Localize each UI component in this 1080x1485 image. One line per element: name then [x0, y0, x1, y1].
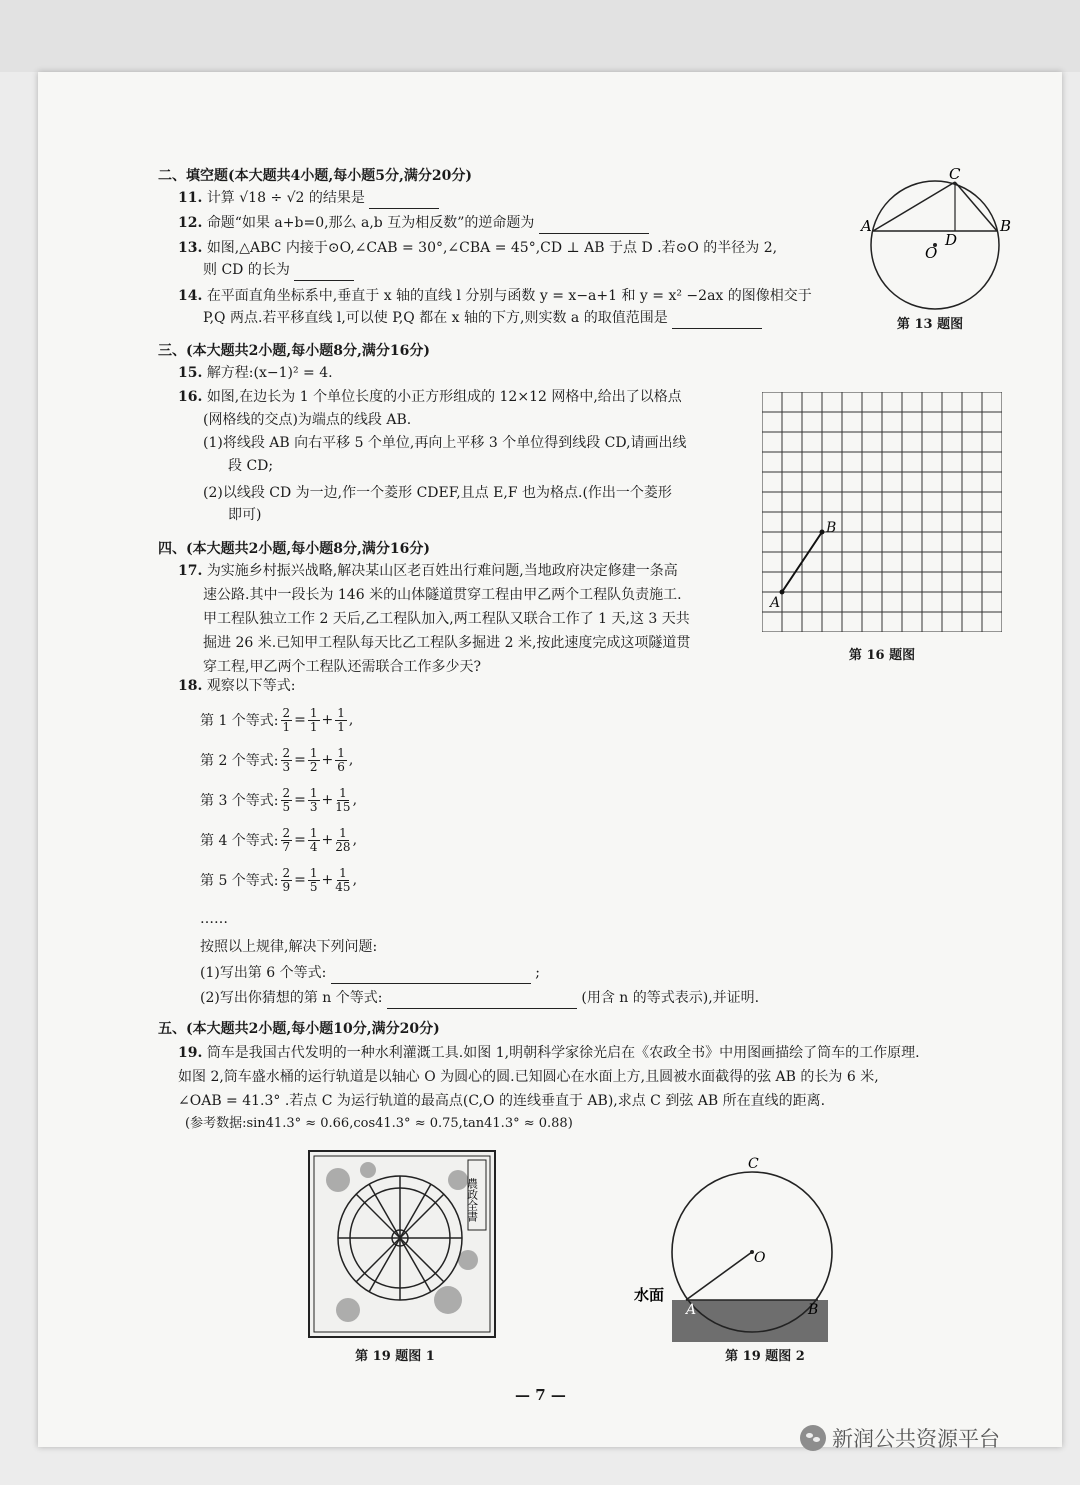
- fraction: [281, 827, 293, 854]
- q16-line-e: (2)以线段 CD 为一边,作一个菱形 CDEF,且点 E,F 也为格点.(作出一个菱形: [203, 485, 672, 501]
- point-b: [820, 530, 825, 535]
- section-5-heading: 五、(本大题共2小题,每小题10分,满分20分): [158, 1021, 440, 1037]
- fraction: [335, 827, 350, 854]
- numerator: 1: [309, 745, 318, 760]
- label-a: A: [861, 217, 872, 235]
- numerator: 2: [282, 705, 291, 720]
- q18-part2-line: [387, 994, 577, 1009]
- denominator: 1: [337, 719, 345, 734]
- q19-line-c: ∠OAB = 41.3° .若点 C 为运行轨道的最高点(C,O 的连线垂直于 AB),求点 C 到弦 AB 所在直线的距离.: [178, 1093, 826, 1109]
- q19-text-a: 筒车是我国古代发明的一种水利灌溉工具.如图 1,明朝科学家徐光启在《农政全书》中用图画描绘了筒车的工作原理.: [206, 1045, 920, 1061]
- plus-sign: +: [321, 752, 334, 768]
- q16-text-a: 如图,在边长为 1 个单位长度的小正方形组成的 12×12 网格中,给出了以格点: [206, 389, 682, 405]
- watermark-text: 新润公共资源平台: [832, 1427, 1000, 1451]
- q17-number: 17.: [178, 563, 203, 579]
- numerator: 1: [339, 865, 347, 880]
- figure-19-2-diagram: [630, 1150, 850, 1345]
- question-14: [178, 285, 858, 307]
- numerator: 1: [339, 785, 347, 800]
- figure-16-grid: [762, 392, 1002, 632]
- label-b: B: [808, 1302, 819, 1318]
- figure-13-diagram: [855, 165, 1025, 315]
- book-title: 農政全書: [465, 1178, 479, 1222]
- fraction: [308, 787, 320, 814]
- q18-part2-end: (用含 n 的等式表示),并证明.: [581, 990, 760, 1006]
- numerator: 1: [309, 785, 318, 800]
- watermark: [800, 1423, 1000, 1453]
- equation-row: [200, 740, 357, 780]
- q17-line-e: 穿工程,甲乙两个工程队还需联合工作多少天?: [203, 659, 481, 675]
- denominator: 2: [309, 759, 318, 774]
- q15-text: 解方程:(x−1)² = 4.: [206, 365, 333, 381]
- equation-row: [200, 820, 357, 860]
- fraction: [308, 747, 320, 774]
- question-18: [178, 675, 296, 697]
- q16-line-f: 即可): [228, 507, 262, 523]
- q18-part1: [200, 962, 540, 984]
- fraction: [335, 867, 350, 894]
- equals-sign: =: [294, 872, 306, 888]
- q11-text: 计算 √18 ÷ √2 的结果是: [206, 190, 365, 206]
- fraction: [281, 787, 293, 814]
- label-o: O: [925, 244, 938, 262]
- equation-row: [200, 700, 357, 740]
- equation-label: 第 5 个等式:: [200, 873, 279, 889]
- equation-row: [200, 780, 357, 820]
- q12-answer-line: [539, 219, 649, 234]
- equals-sign: =: [294, 712, 306, 728]
- q14-text-b: P,Q 两点.若平移直线 l,可以使 P,Q 都在 x 轴的下方,则实数 a 的取值范围是: [203, 310, 668, 326]
- equation-label: 第 4 个等式:: [200, 833, 279, 849]
- fraction: [308, 867, 320, 894]
- q18-ellipsis: ……: [200, 911, 228, 927]
- figure-16-caption: 第 16 题图: [848, 648, 916, 663]
- q16-line-b: (网格线的交点)为端点的线段 AB.: [203, 412, 412, 428]
- figure-19-1-caption: 第 19 题图 1: [355, 1349, 435, 1364]
- q18-text: 观察以下等式:: [206, 678, 296, 694]
- q17-text-a: 为实施乡村振兴战略,解决某山区老百姓出行难问题,当地政府决定修建一条高: [206, 563, 678, 579]
- q17-line-b: 速公路.其中一段长为 146 米的山体隧道贯穿工程由甲乙两个工程队负责施工.: [203, 587, 682, 603]
- numerator: 1: [337, 705, 345, 720]
- q18-number: 18.: [178, 678, 203, 694]
- plus-sign: +: [321, 712, 334, 728]
- q18-part1-text: (1)写出第 6 个等式:: [200, 965, 327, 981]
- q13-text-b: 则 CD 的长为: [203, 262, 290, 278]
- label-d: D: [945, 231, 958, 249]
- q14-text-a: 在平面直角坐标系中,垂直于 x 轴的直线 l 分别与函数 y = x−a+1 和 y = x² −2ax 的图像相交于: [206, 288, 812, 304]
- denominator: 1: [309, 719, 318, 734]
- q18-part2-text: (2)写出你猜想的第 n 个等式:: [200, 990, 383, 1006]
- comma: ,: [348, 712, 354, 728]
- q17-line-c: 甲工程队独立工作 2 天后,乙工程队加入,两工程队又联合工作了 1 天,这 3 天共: [203, 611, 690, 627]
- equation-row: [200, 860, 357, 900]
- denominator: 15: [335, 799, 351, 814]
- numerator: 1: [339, 825, 347, 840]
- numerator: 2: [282, 825, 291, 840]
- denominator: 5: [309, 879, 318, 894]
- q18-part1-end: ;: [535, 965, 540, 981]
- q13-number: 13.: [178, 240, 203, 256]
- question-12: [178, 212, 649, 234]
- numerator: 2: [282, 785, 291, 800]
- denominator: 4: [309, 839, 318, 854]
- denominator: 5: [282, 799, 291, 814]
- numerator: 2: [282, 745, 291, 760]
- label-o: O: [754, 1250, 766, 1266]
- wechat-icon: [800, 1425, 826, 1451]
- q15-number: 15.: [178, 365, 203, 381]
- page-number: — 7 —: [515, 1386, 566, 1404]
- numerator: 1: [309, 825, 318, 840]
- denominator: 3: [282, 759, 291, 774]
- question-16: [178, 386, 758, 408]
- question-14-line2: [203, 307, 762, 329]
- q14-number: 14.: [178, 288, 203, 304]
- fraction: [335, 707, 347, 734]
- scan-top-band: [0, 0, 1080, 72]
- label-a: A: [686, 1302, 697, 1318]
- q16-number: 16.: [178, 389, 203, 405]
- section-3-heading: 三、(本大题共2小题,每小题8分,满分16分): [158, 343, 430, 359]
- figure-19-1-illustration: [308, 1150, 496, 1338]
- section-2-heading: 二、填空题(本大题共4小题,每小题5分,满分20分): [158, 168, 472, 184]
- figure-13-caption: 第 13 题图: [896, 317, 964, 332]
- q11-number: 11.: [178, 190, 203, 206]
- numerator: 1: [309, 705, 318, 720]
- q13-answer-line: [294, 266, 354, 281]
- q18-part1-line: [331, 969, 531, 984]
- plus-sign: +: [321, 792, 334, 808]
- denominator: 45: [335, 879, 351, 894]
- q18-rule: 按照以上规律,解决下列问题:: [200, 939, 378, 955]
- fraction: [308, 827, 320, 854]
- q17-line-d: 掘进 26 米.已知甲工程队每天比乙工程队多掘进 2 米,按此速度完成这项隧道贯: [203, 635, 691, 651]
- point-a: [780, 590, 785, 595]
- q18-part2: [200, 987, 759, 1009]
- comma: ,: [352, 792, 358, 808]
- equation-label: 第 1 个等式:: [200, 713, 279, 729]
- denominator: 7: [282, 839, 291, 854]
- question-15: [178, 362, 333, 384]
- q19-line-b: 如图 2,筒车盛水桶的运行轨道是以轴心 O 为圆心的圆.已知圆心在水面上方,且圆被水面截得的弦 AB 的长为 6 米,: [178, 1069, 879, 1085]
- denominator: 3: [309, 799, 318, 814]
- equation-list: [200, 700, 357, 900]
- numerator: 1: [337, 745, 345, 760]
- equals-sign: =: [294, 832, 306, 848]
- question-17: [178, 560, 758, 582]
- q11-answer-line: [369, 194, 439, 209]
- plus-sign: +: [321, 832, 334, 848]
- water-label: 水面: [634, 1286, 665, 1304]
- fraction: [281, 747, 293, 774]
- denominator: 1: [282, 719, 291, 734]
- q13-text-a: 如图,△ABC 内接于⊙O,∠CAB = 30°,∠CBA = 45°,CD ⊥ AB 于点 D .若⊙O 的半径为 2,: [206, 240, 778, 256]
- q19-number: 19.: [178, 1045, 203, 1061]
- numerator: 1: [309, 865, 318, 880]
- segment-bc: [955, 182, 997, 231]
- grid-lines: [762, 392, 1002, 632]
- question-13: [178, 237, 838, 259]
- label-c: C: [949, 165, 961, 183]
- denominator: 28: [335, 839, 351, 854]
- label-b: B: [1000, 217, 1012, 235]
- comma: ,: [352, 832, 358, 848]
- question-19: [178, 1042, 1038, 1064]
- fraction: [281, 707, 293, 734]
- q12-number: 12.: [178, 215, 203, 231]
- segment-ac: [873, 182, 955, 231]
- section-4-heading: 四、(本大题共2小题,每小题8分,满分16分): [158, 541, 430, 557]
- question-13-line2: [203, 259, 354, 281]
- segment-oa: [686, 1252, 752, 1300]
- fraction: [281, 867, 293, 894]
- fraction: [308, 707, 320, 734]
- q14-answer-line: [672, 314, 762, 329]
- figure-19-2-caption: 第 19 题图 2: [725, 1349, 805, 1364]
- q12-text: 命题“如果 a+b=0,那么 a,b 互为相反数”的逆命题为: [206, 215, 535, 231]
- q19-reference: (参考数据:sin41.3° ≈ 0.66,cos41.3° ≈ 0.75,tan41.3° ≈ 0.88): [185, 1116, 573, 1131]
- equals-sign: =: [294, 752, 306, 768]
- equation-label: 第 3 个等式:: [200, 793, 279, 809]
- comma: ,: [352, 872, 358, 888]
- equals-sign: =: [294, 792, 306, 808]
- denominator: 9: [282, 879, 291, 894]
- equation-label: 第 2 个等式:: [200, 753, 279, 769]
- fraction: [335, 747, 347, 774]
- grid-label-a: A: [770, 595, 781, 611]
- fraction: [335, 787, 350, 814]
- numerator: 2: [282, 865, 291, 880]
- label-c: C: [748, 1156, 759, 1172]
- plus-sign: +: [321, 872, 334, 888]
- grid-label-b: B: [826, 520, 837, 536]
- question-11: [178, 187, 439, 209]
- denominator: 6: [337, 759, 345, 774]
- comma: ,: [348, 752, 354, 768]
- q16-line-d: 段 CD;: [228, 458, 274, 474]
- q16-line-c: (1)将线段 AB 向右平移 5 个单位,再向上平移 3 个单位得到线段 CD,请画出线: [203, 435, 687, 451]
